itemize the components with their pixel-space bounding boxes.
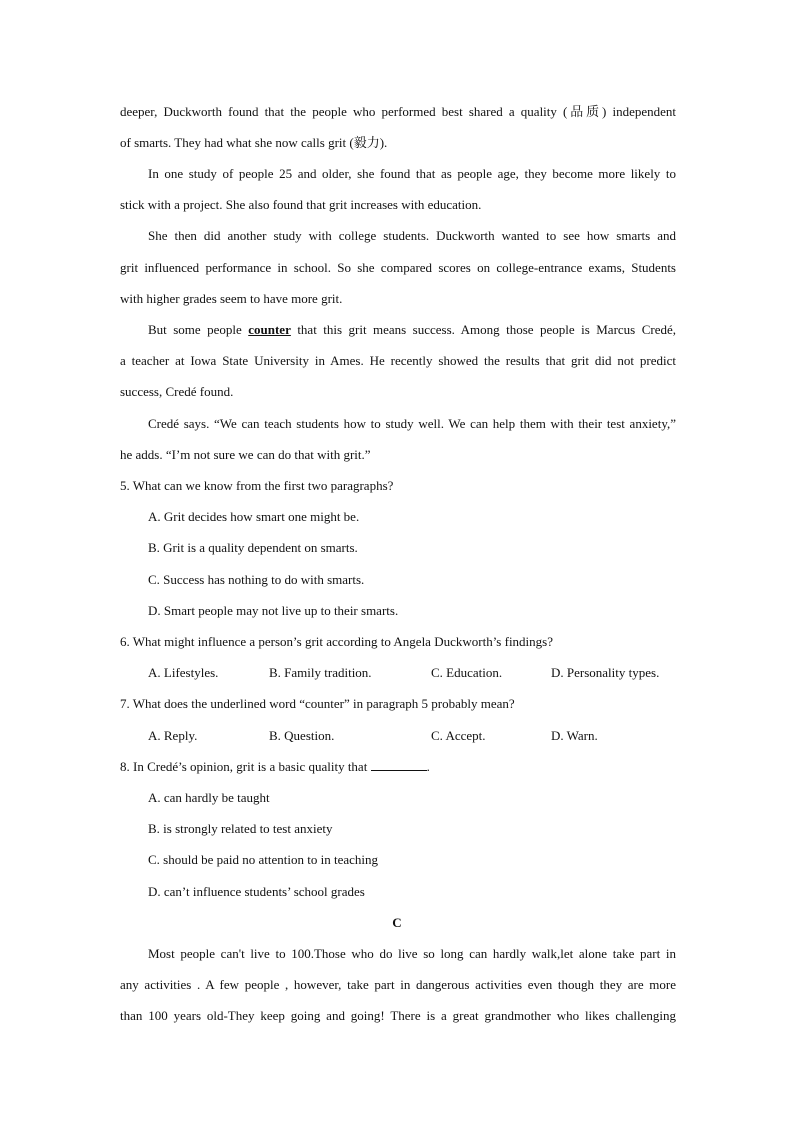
question-5-option-c: C. Success has nothing to do with smarts. (148, 572, 365, 587)
passage-line: a teacher at Iowa State University in Ames. He recently showed the results that grit did not predict (120, 353, 676, 368)
passage-line (148, 322, 676, 338)
question-8-option-a: A. can hardly be taught (148, 790, 270, 805)
answer-blank (371, 759, 427, 771)
question-8-option-b: B. is strongly related to test anxiety (148, 821, 333, 836)
passage-line: any activities . A few people , however, take part in dangerous activities even though they are more (120, 977, 676, 992)
question-5-stem: 5. What can we know from the first two paragraphs? (120, 478, 394, 493)
line-prefix: But some people (148, 322, 249, 337)
passage-line: deeper, Duckworth found that the people who performed best shared a quality (品质) independent (120, 104, 676, 119)
question-5-option-b: B. Grit is a quality dependent on smarts. (148, 540, 358, 555)
passage-line: She then did another study with college students. Duckworth wanted to see how smarts and (148, 228, 676, 243)
passage-line: than 100 years old-They keep going and going! There is a great grandmother who likes challenging (120, 1008, 676, 1023)
question-6-option-d: D. Personality types. (551, 665, 660, 680)
question-6-option-a: A. Lifestyles. (148, 665, 219, 680)
question-6-stem: 6. What might influence a person’s grit according to Angela Duckworth’s findings? (120, 634, 553, 649)
question-7-option-c: C. Accept. (431, 728, 486, 743)
section-heading: C (392, 915, 402, 930)
question-8-stem-end: . (426, 759, 430, 774)
question-5-option-d: D. Smart people may not live up to their smarts. (148, 603, 399, 618)
passage-line: Most people can't live to 100.Those who do live so long can hardly walk,let alone take part in (148, 946, 676, 961)
question-8-stem (120, 759, 430, 775)
passage-line: success, Credé found. (120, 384, 234, 399)
line-suffix: that this grit means success. Among those people is Marcus Credé, (290, 322, 676, 337)
passage-line: Credé says. “We can teach students how to study well. We can help them with their test anxiety,” (148, 416, 676, 431)
question-7-option-a: A. Reply. (148, 728, 198, 743)
question-8-stem-text: 8. In Credé’s opinion, grit is a basic quality that (120, 759, 371, 774)
question-7-option-d: D. Warn. (551, 728, 598, 743)
passage-line: grit influenced performance in school. So she compared scores on college-entrance exams, Students (120, 260, 676, 275)
question-7-option-b: B. Question. (269, 728, 335, 743)
question-6-option-b: B. Family tradition. (269, 665, 372, 680)
question-7-stem: 7. What does the underlined word “counter” in paragraph 5 probably mean? (120, 696, 515, 711)
question-5-option-a: A. Grit decides how smart one might be. (148, 509, 360, 524)
passage-line: with higher grades seem to have more grit. (120, 291, 343, 306)
passage-line: he adds. “I’m not sure we can do that with grit.” (120, 447, 371, 462)
passage-line: stick with a project. She also found that grit increases with education. (120, 197, 482, 212)
passage-line: of smarts. They had what she now calls grit (毅力). (120, 135, 388, 150)
underlined-word-counter: counter (248, 322, 291, 337)
question-6-option-c: C. Education. (431, 665, 503, 680)
passage-line: In one study of people 25 and older, she found that as people age, they become more likely to (148, 166, 676, 181)
question-8-option-d: D. can’t influence students’ school grades (148, 884, 365, 899)
question-8-option-c: C. should be paid no attention to in teaching (148, 852, 378, 867)
